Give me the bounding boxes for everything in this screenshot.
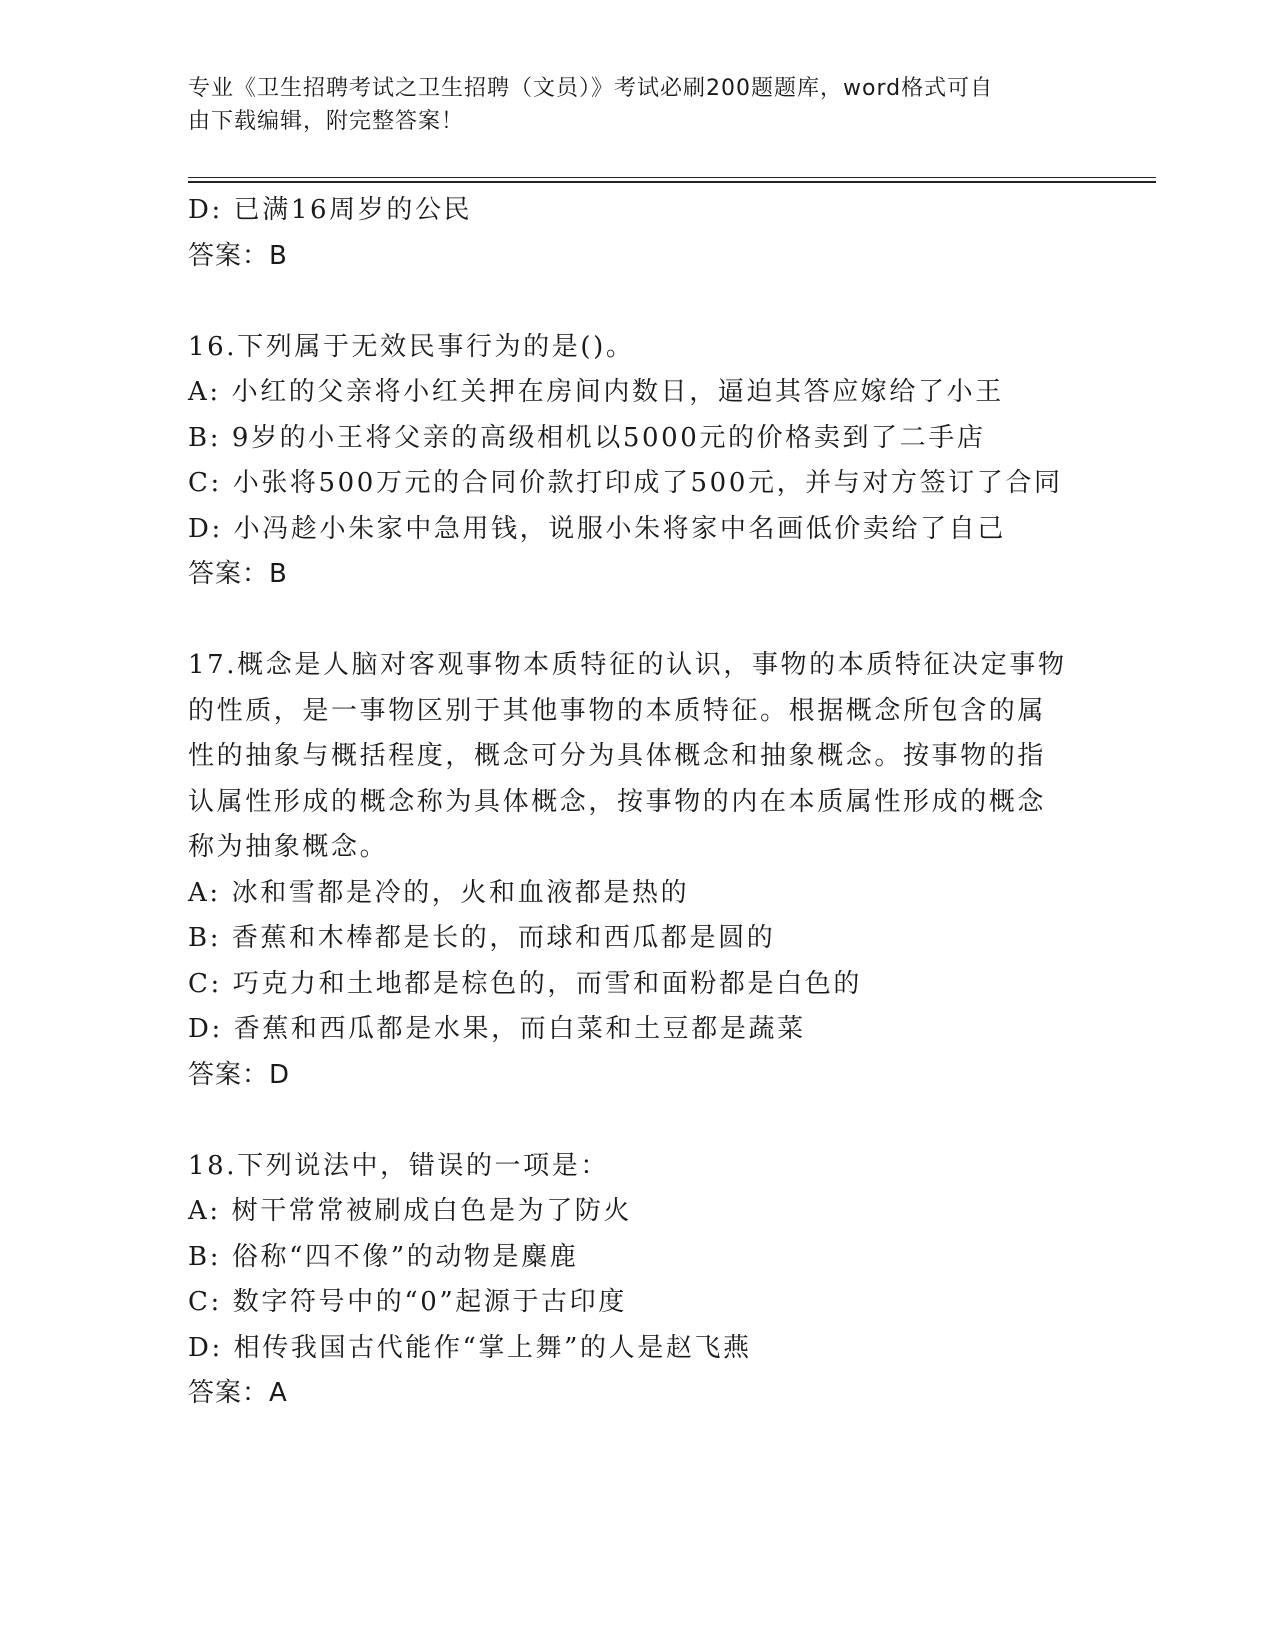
option-c: C: 数字符号中的“0”起源于古印度 [188, 1287, 627, 1317]
option-c: C: 小张将500万元的合同价款打印成了500元，并与对方签订了合同 [188, 468, 1063, 498]
question-stem: 18.下列说法中，错误的一项是： [188, 1150, 609, 1181]
option-b: B: 9岁的小王将父亲的高级相机以5000元的价格卖到了二手店 [188, 422, 986, 453]
answer: 答案：A [188, 1378, 288, 1408]
header-line-2: 由下载编辑，附完整答案！ [188, 109, 465, 134]
option-b: B: 香蕉和木棒都是长的，而球和西瓜都是圆的 [188, 923, 776, 953]
option-d: D: 相传我国古代能作“掌上舞”的人是赵飞燕 [188, 1332, 752, 1363]
answer: 答案：B [188, 240, 288, 271]
question-17 [188, 643, 1088, 1098]
answer: 答案：B [188, 559, 288, 589]
spacer [188, 279, 1088, 325]
question-16 [188, 325, 1088, 598]
option-d: D: 香蕉和西瓜都是水果，而白菜和土豆都是蔬菜 [188, 1014, 806, 1044]
question-stem-line: 称为抽象概念。 [188, 832, 389, 862]
header-divider-thick [188, 181, 1156, 183]
question-stem-line: 认属性形成的概念称为具体概念，按事物的内在本质属性形成的概念 [188, 786, 1047, 817]
question-stem-line: 性的抽象与概括程度，概念可分为具体概念和抽象概念。按事物的指 [188, 741, 1047, 771]
question-stem-line: 17.概念是人脑对客观事物本质特征的认识，事物的本质特征决定事物 [188, 650, 1067, 680]
question-stem-line: 的性质，是一事物区别于其他事物的本质特征。根据概念所包含的属 [188, 695, 1047, 726]
option-d: D: 小冯趁小朱家中急用钱，说服小朱将家中名画低价卖给了自己 [188, 513, 1006, 544]
spacer [188, 1098, 1088, 1144]
question-stem: 16.下列属于无效民事行为的是()。 [188, 331, 635, 362]
header-divider-thin [188, 177, 1156, 178]
header-line-1: 专业《卫生招聘考试之卫生招聘（文员）》考试必刷200题题库，word格式可自 [188, 76, 994, 101]
previous-question-continuation [188, 188, 1088, 279]
option-d: D: 已满16周岁的公民 [188, 195, 473, 225]
spacer [188, 598, 1088, 644]
question-18 [188, 1144, 1088, 1417]
answer: 答案：D [188, 1059, 291, 1090]
document-header [188, 72, 1068, 138]
option-a: A: 冰和雪都是冷的，火和血液都是热的 [188, 877, 690, 908]
option-a: A: 小红的父亲将小红关押在房间内数日，逼迫其答应嫁给了小王 [188, 377, 1004, 407]
document-body [188, 188, 1088, 1417]
option-b: B: 俗称“四不像”的动物是麋鹿 [188, 1241, 579, 1272]
option-c: C: 巧克力和土地都是棕色的，而雪和面粉都是白色的 [188, 968, 862, 999]
option-a: A: 树干常常被刷成白色是为了防火 [188, 1196, 633, 1226]
